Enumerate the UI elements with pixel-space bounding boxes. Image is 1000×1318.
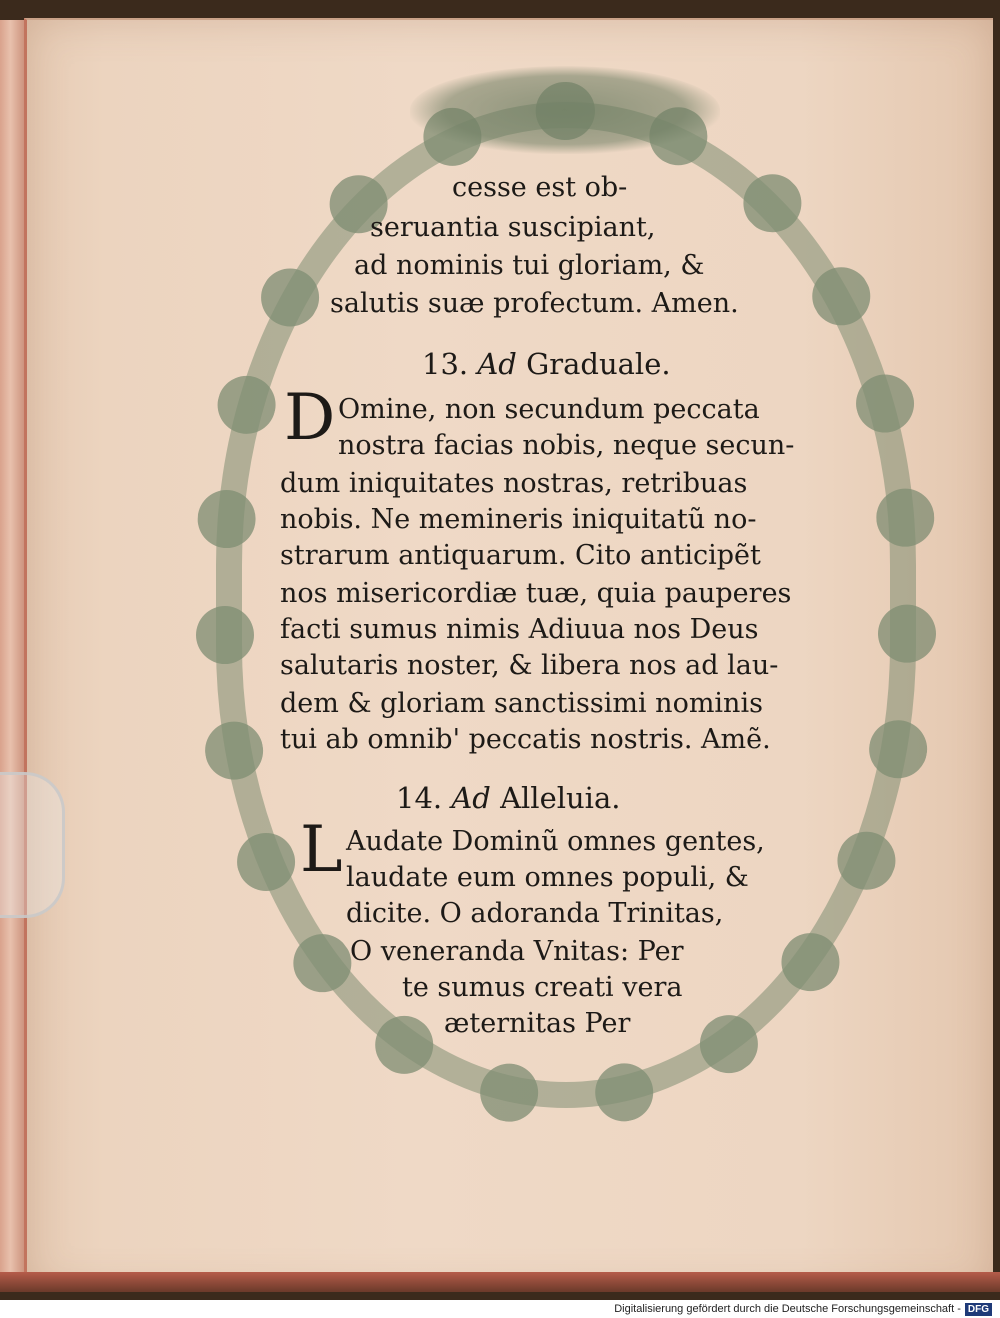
graduale-line: facti sumus nimis Adiuua nos Deus bbox=[280, 614, 759, 645]
graduale-line: nostra facias nobis, neque secun- bbox=[338, 430, 795, 461]
dropcap-d: D bbox=[284, 381, 336, 455]
alleluia-line: æternitas Per bbox=[444, 1008, 631, 1039]
book-spine-edge bbox=[0, 20, 26, 1290]
alleluia-line: laudate eum omnes populi, & bbox=[346, 862, 749, 893]
graduale-line: nobis. Ne memineris iniquitatũ no- bbox=[280, 504, 757, 535]
graduale-line: dem & gloriam sanctissimi nominis bbox=[280, 688, 763, 719]
section-14-heading bbox=[396, 780, 620, 816]
alleluia-line: O veneranda Vnitas: Per bbox=[350, 936, 684, 967]
dfg-logo: DFG bbox=[965, 1303, 992, 1316]
intro-line: seruantia suscipiant, bbox=[370, 212, 656, 243]
page-clip bbox=[0, 772, 65, 918]
digitization-credit bbox=[614, 1300, 992, 1318]
graduale-line: strarum antiquarum. Cito anticipẽt bbox=[280, 540, 761, 571]
section-number: 13. bbox=[422, 347, 469, 381]
section-number: 14. bbox=[396, 781, 443, 815]
graduale-line: salutaris noster, & libera nos ad lau- bbox=[280, 650, 779, 681]
section-ad: Ad bbox=[477, 347, 517, 381]
alleluia-line: dicite. O adoranda Trinitas, bbox=[346, 898, 724, 929]
ornamental-wreath-crest bbox=[410, 66, 720, 154]
section-ad: Ad bbox=[451, 781, 491, 815]
dropcap-l: L bbox=[300, 813, 343, 887]
graduale-line: tui ab omnib' peccatis nostris. Amẽ. bbox=[280, 724, 771, 755]
credit-text: Digitalisierung gefördert durch die Deutsche Forschungsgemeinschaft - bbox=[614, 1303, 961, 1315]
section-title: Graduale. bbox=[526, 347, 671, 381]
section-title: Alleluia. bbox=[500, 781, 621, 815]
intro-line: cesse est ob- bbox=[452, 172, 628, 203]
graduale-line: dum iniquitates nostras, retribuas bbox=[280, 468, 748, 499]
graduale-line: nos misericordiæ tuæ, quia pauperes bbox=[280, 578, 792, 609]
alleluia-line: Audate Dominũ omnes gentes, bbox=[346, 826, 765, 857]
alleluia-line: te sumus creati vera bbox=[402, 972, 683, 1003]
page-bottom-edge bbox=[0, 1272, 1000, 1292]
intro-line: ad nominis tui gloriam, & bbox=[354, 250, 705, 281]
section-13-heading bbox=[422, 346, 671, 382]
intro-line: salutis suæ profectum. Amen. bbox=[330, 288, 739, 319]
graduale-line: Omine, non secundum peccata bbox=[338, 394, 760, 425]
